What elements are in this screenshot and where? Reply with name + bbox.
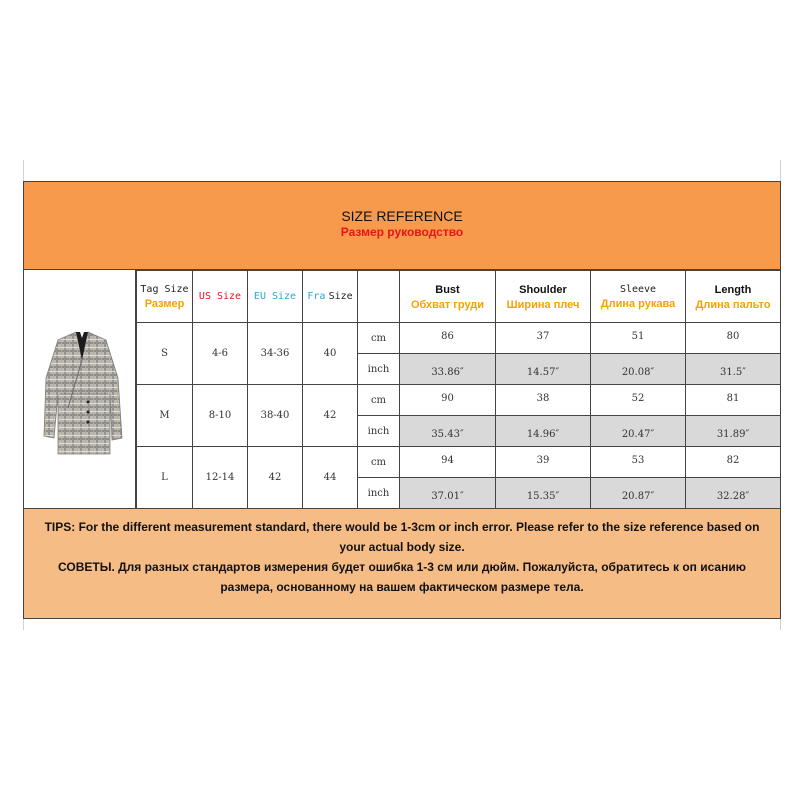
shoulder-cm-cell: 38 [496, 385, 591, 416]
length-cm-cell: 82 [686, 447, 781, 478]
sleeve-inch-cell: 20.08″ [591, 354, 686, 385]
chart-title: SIZE REFERENCE [341, 208, 463, 224]
size-row-cm [137, 323, 781, 354]
length-header: Length Длина пальто [686, 271, 781, 323]
bust-header: Bust Обхват груди [400, 271, 496, 323]
unit-cell: inch [358, 354, 400, 385]
tag-size-header: Tag Size Размер [137, 271, 193, 323]
us-size-header: US Size [193, 271, 248, 323]
shoulder-inch-cell: 14.57″ [496, 354, 591, 385]
shoulder-cm-cell: 37 [496, 323, 591, 354]
size-row-cm [137, 447, 781, 478]
eu-size-cell: 34-36 [248, 323, 303, 385]
fra-size-cell: 40 [303, 323, 358, 385]
size-table [136, 270, 781, 509]
tips-russian: СОВЕТЫ. Для разных стандартов измерения будет ошибка 1-3 см или дюйм. Пожалуйста, обратитесь к оп исанию размера, основанному на вашем фактическом размере тела. [58, 560, 746, 594]
shoulder-inch-cell: 14.96″ [496, 416, 591, 447]
unit-cell: inch [358, 478, 400, 509]
sleeve-cm-cell: 52 [591, 385, 686, 416]
length-inch-cell: 32.28″ [686, 478, 781, 509]
bust-cm-cell: 94 [400, 447, 496, 478]
chart-header [24, 182, 780, 270]
sleeve-cm-cell: 51 [591, 323, 686, 354]
shoulder-cm-cell: 39 [496, 447, 591, 478]
length-inch-cell: 31.89″ [686, 416, 781, 447]
sleeve-cm-cell: 53 [591, 447, 686, 478]
size-row-cm [137, 385, 781, 416]
eu-size-header: EU Size [248, 271, 303, 323]
us-size-cell: 8-10 [193, 385, 248, 447]
unit-cell: inch [358, 416, 400, 447]
eu-size-cell: 42 [248, 447, 303, 509]
sleeve-inch-cell: 20.47″ [591, 416, 686, 447]
unit-cell: cm [358, 447, 400, 478]
bust-inch-cell: 35.43″ [400, 416, 496, 447]
header-row [137, 271, 781, 323]
unit-cell: cm [358, 385, 400, 416]
fra-size-cell: 42 [303, 385, 358, 447]
length-inch-cell: 31.5″ [686, 354, 781, 385]
product-photo-cell [24, 270, 136, 508]
bust-cm-cell: 86 [400, 323, 496, 354]
bust-inch-cell: 33.86″ [400, 354, 496, 385]
fra-size-header: Fra Size [303, 271, 358, 323]
tag-size-cell: L [137, 447, 193, 509]
sleeve-header: Sleeve Длина рукава [591, 271, 686, 323]
tips-box [24, 508, 780, 618]
us-size-cell: 4-6 [193, 323, 248, 385]
chart-subtitle: Размер руководство [340, 225, 464, 239]
unit-cell: cm [358, 323, 400, 354]
length-cm-cell: 81 [686, 385, 781, 416]
shoulder-inch-cell: 15.35″ [496, 478, 591, 509]
us-size-cell: 12-14 [193, 447, 248, 509]
bust-inch-cell: 37.01″ [400, 478, 496, 509]
tips-english: TIPS: For the different measurement standard, there would be 1-3cm or inch error. Please refer to the size reference based on your actual body size. [44, 520, 760, 554]
eu-size-cell: 38-40 [248, 385, 303, 447]
plaid-dress-image [24, 270, 134, 506]
sleeve-inch-cell: 20.87″ [591, 478, 686, 509]
tag-size-cell: M [137, 385, 193, 447]
fra-size-cell: 44 [303, 447, 358, 509]
tag-size-cell: S [137, 323, 193, 385]
size-chart [23, 181, 781, 619]
bust-cm-cell: 90 [400, 385, 496, 416]
unit-header [358, 271, 400, 323]
length-cm-cell: 80 [686, 323, 781, 354]
shoulder-header: Shoulder Ширина плеч [496, 271, 591, 323]
